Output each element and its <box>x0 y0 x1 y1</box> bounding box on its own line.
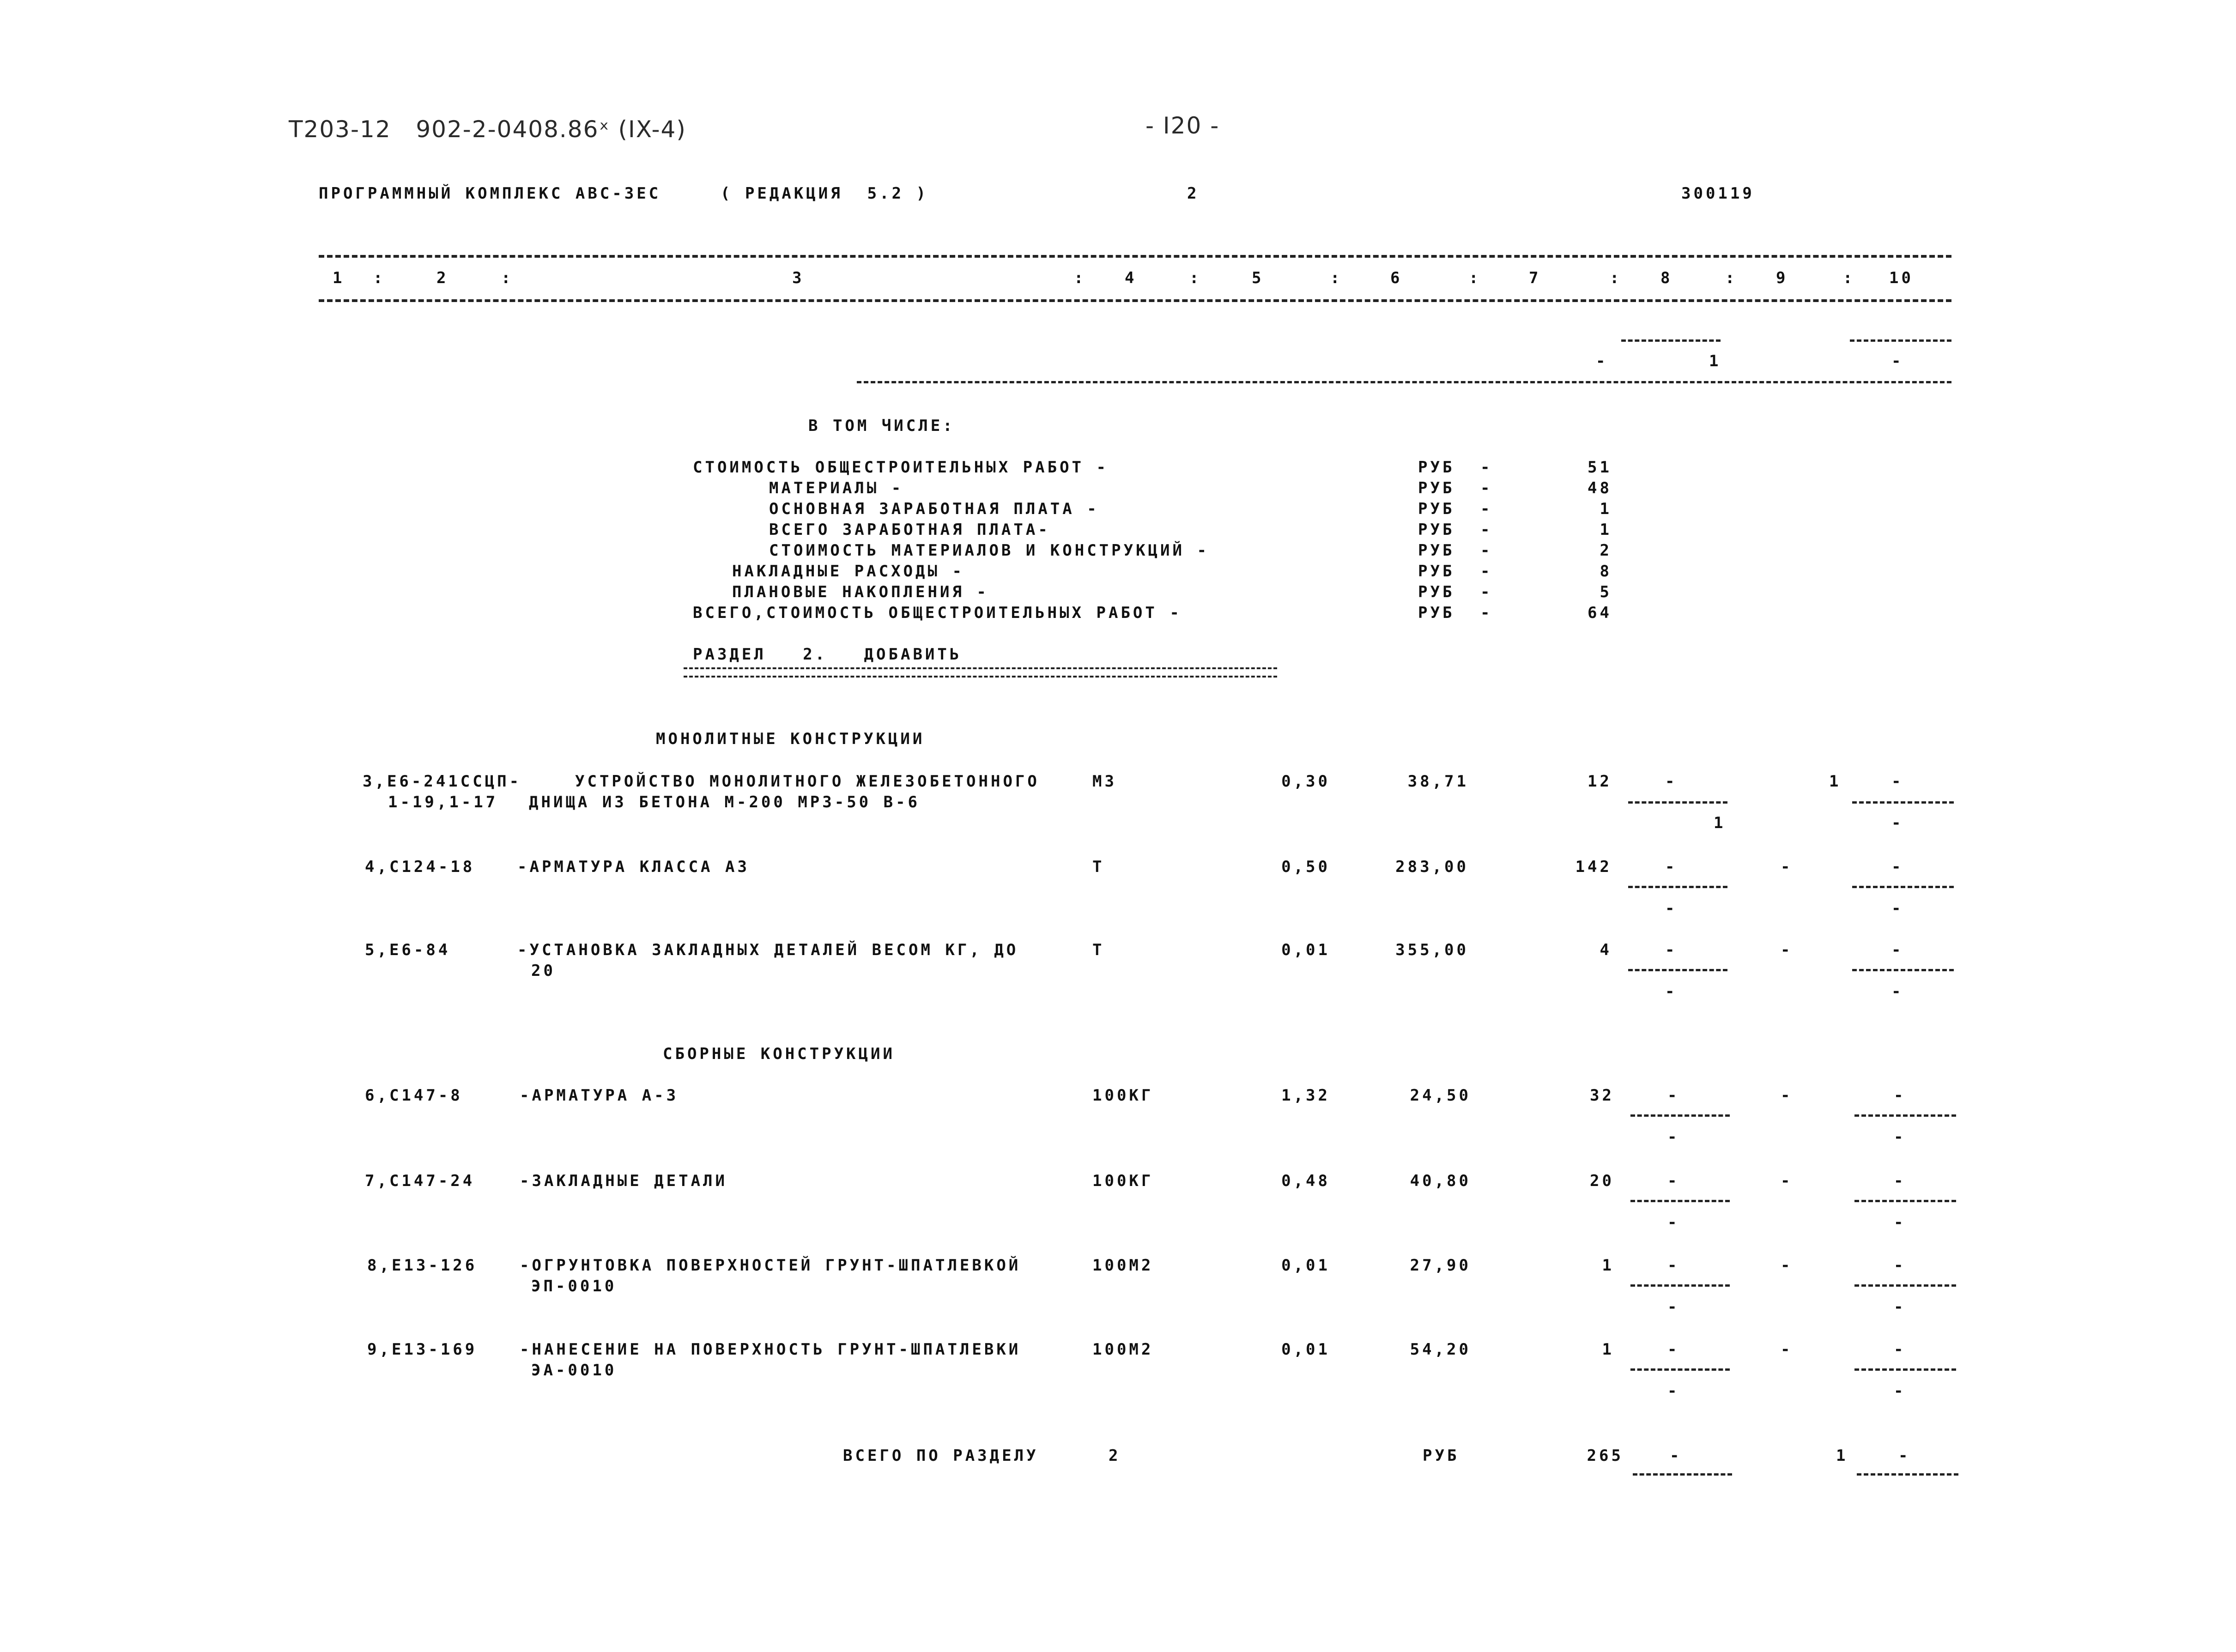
item-c8-bottom: - <box>1667 1298 1680 1316</box>
summary-unit: РУБ <box>1418 541 1455 560</box>
program-code: 300119 <box>1681 184 1755 203</box>
column-number: 7 <box>1529 269 1541 287</box>
item-description-cont: ДНИЩА ИЗ БЕТОНА М-200 МРЗ-50 В-6 <box>529 793 921 811</box>
column-number: 1 <box>333 269 345 287</box>
summary-label: ПЛАНОВЫЕ НАКОПЛЕНИЯ - <box>732 583 989 601</box>
item-c8-bottom: - <box>1667 1382 1680 1400</box>
summary-unit: РУБ <box>1418 583 1455 601</box>
item-total: 1 <box>1602 1256 1614 1275</box>
section-total-number: 2 <box>1109 1446 1121 1465</box>
program-edition: ( РЕДАКЦИЯ 5.2 ) <box>721 184 928 203</box>
carryover-rule-long <box>857 381 1951 383</box>
item-code: 7,С147-24 <box>365 1172 475 1190</box>
item-c8-bottom: - <box>1667 1213 1680 1232</box>
item-c9: - <box>1781 1086 1793 1105</box>
item-unit: 100КГ <box>1092 1086 1154 1105</box>
section-title: РАЗДЕЛ 2. ДОБАВИТЬ <box>693 645 962 664</box>
item-unit-price: 38,71 <box>1407 772 1469 791</box>
summary-value: 1 <box>1600 500 1612 518</box>
item-code: 6,С147-8 <box>365 1086 463 1105</box>
item-quantity: 1,32 <box>1281 1086 1330 1105</box>
item-unit: Т <box>1092 941 1105 959</box>
carryover-c8-top: - <box>1596 352 1608 370</box>
item-unit: 100М2 <box>1092 1340 1154 1359</box>
column-number: 10 <box>1889 269 1914 287</box>
column-number: 3 <box>792 269 805 287</box>
item-c10-top: - <box>1891 858 1904 876</box>
summary-value: 51 <box>1588 458 1612 477</box>
column-number: 5 <box>1252 269 1264 287</box>
item-quantity: 0,01 <box>1281 1256 1330 1275</box>
item-c10-bottom: - <box>1894 1382 1906 1400</box>
item-total: 32 <box>1590 1086 1614 1105</box>
column-number: 2 <box>436 269 449 287</box>
item-description-cont: ЭА-0010 <box>531 1361 617 1380</box>
item-c9: 1 <box>1829 772 1842 791</box>
column-number: 6 <box>1390 269 1403 287</box>
section-total-value: 265 <box>1587 1446 1624 1465</box>
item-code: 9,Е13-169 <box>367 1340 478 1359</box>
item-c10-top: - <box>1891 772 1904 791</box>
item-unit-price: 355,00 <box>1395 941 1469 959</box>
item-c8-top: - <box>1665 858 1678 876</box>
summary-label: СТОИМОСТЬ ОБЩЕСТРОИТЕЛЬНЫХ РАБОТ - <box>693 458 1109 477</box>
item-c10-bottom: - <box>1891 982 1904 1001</box>
item-c10-top: - <box>1891 941 1904 959</box>
item-total: 1 <box>1602 1340 1614 1359</box>
item-unit: Т <box>1092 858 1105 876</box>
item-c10-top: - <box>1894 1172 1906 1190</box>
item-c8-top: - <box>1667 1340 1680 1359</box>
summary-label: СТОИМОСТЬ МАТЕРИАЛОВ И КОНСТРУКЦИЙ - <box>769 541 1209 560</box>
column-number: 8 <box>1660 269 1673 287</box>
program-title: ПРОГРАММНЫЙ КОМПЛЕКС АВС-3ЕС <box>319 184 661 203</box>
item-description: -ОГРУНТОВКА ПОВЕРХНОСТЕЙ ГРУНТ-ШПАТЛЕВКОЙ <box>520 1256 1021 1275</box>
summary-value: 48 <box>1588 479 1612 497</box>
summary-value: 1 <box>1600 520 1612 539</box>
item-code: 3,Е6-241ССЦП- <box>363 772 522 791</box>
summary-value: 5 <box>1600 583 1612 601</box>
item-c10-bottom: - <box>1891 899 1904 918</box>
section-double-rule <box>684 667 1277 678</box>
summary-label: ВСЕГО ЗАРАБОТНАЯ ПЛАТА- <box>769 520 1050 539</box>
item-c8-bottom: 1 <box>1714 814 1726 832</box>
item-description: -НАНЕСЕНИЕ НА ПОВЕРХНОСТЬ ГРУНТ-ШПАТЛЕВКИ <box>520 1340 1021 1359</box>
summary-value: 64 <box>1588 604 1612 622</box>
document-code: Т203-12 902-2-0408.86ˣ (IX-4) <box>289 116 686 143</box>
summary-unit: РУБ <box>1418 520 1455 539</box>
column-separator: : <box>1610 269 1622 287</box>
section-total-unit: РУБ <box>1423 1446 1460 1465</box>
item-quantity: 0,01 <box>1281 1340 1330 1359</box>
column-separator: : <box>1074 269 1086 287</box>
item-unit-price: 283,00 <box>1395 858 1469 876</box>
summary-unit: РУБ <box>1418 458 1455 477</box>
item-code: 4,С124-18 <box>365 858 475 876</box>
item-unit-price: 24,50 <box>1410 1086 1471 1105</box>
item-c10-bottom: - <box>1894 1128 1906 1146</box>
section-total-label: ВСЕГО ПО РАЗДЕЛУ <box>843 1446 1039 1465</box>
item-total: 20 <box>1590 1172 1614 1190</box>
section-total-c8: - <box>1670 1446 1682 1465</box>
item-quantity: 0,01 <box>1281 941 1330 959</box>
item-c8-top: - <box>1667 1086 1680 1105</box>
column-separator: : <box>373 269 386 287</box>
summary-label: ВСЕГО,СТОИМОСТЬ ОБЩЕСТРОИТЕЛЬНЫХ РАБОТ - <box>693 604 1182 622</box>
header-rule-bottom <box>319 299 1951 302</box>
item-unit: М3 <box>1092 772 1117 791</box>
item-c10-top: - <box>1894 1340 1906 1359</box>
sheet-number: 2 <box>1187 184 1200 203</box>
item-unit: 100М2 <box>1092 1256 1154 1275</box>
column-separator: : <box>1330 269 1343 287</box>
summary-label: ОСНОВНАЯ ЗАРАБОТНАЯ ПЛАТА - <box>769 500 1099 518</box>
group-heading-monolithic: МОНОЛИТНЫЕ КОНСТРУКЦИИ <box>656 730 925 748</box>
item-description-cont: 20 <box>531 962 556 980</box>
carryover-c8-bottom: 1 <box>1709 352 1721 370</box>
item-unit: 100КГ <box>1092 1172 1154 1190</box>
item-c9: - <box>1781 858 1793 876</box>
item-c10-top: - <box>1894 1256 1906 1275</box>
column-separator: : <box>1843 269 1855 287</box>
item-code-cont: 1-19,1-17 <box>388 793 498 811</box>
item-description: -ЗАКЛАДНЫЕ ДЕТАЛИ <box>520 1172 727 1190</box>
column-separator: : <box>1725 269 1738 287</box>
summary-heading: В ТОМ ЧИСЛЕ: <box>808 417 955 435</box>
item-unit-price: 40,80 <box>1410 1172 1471 1190</box>
item-unit-price: 27,90 <box>1410 1256 1471 1275</box>
item-c8-top: - <box>1667 1256 1680 1275</box>
item-c9: - <box>1781 941 1793 959</box>
item-c10-bottom: - <box>1891 814 1904 832</box>
carryover-c10: - <box>1891 352 1904 370</box>
item-c10-bottom: - <box>1894 1298 1906 1316</box>
item-description: -УСТАНОВКА ЗАКЛАДНЫХ ДЕТАЛЕЙ ВЕСОМ КГ, ДО <box>517 941 1019 959</box>
item-description: УСТРОЙСТВО МОНОЛИТНОГО ЖЕЛЕЗОБЕТОННОГО <box>575 772 1040 791</box>
item-total: 142 <box>1575 858 1612 876</box>
item-c8-bottom: - <box>1667 1128 1680 1146</box>
item-description-cont: ЭП-0010 <box>531 1277 617 1295</box>
item-quantity: 0,30 <box>1281 772 1330 791</box>
item-unit-price: 54,20 <box>1410 1340 1471 1359</box>
column-separator: : <box>1189 269 1202 287</box>
item-quantity: 0,50 <box>1281 858 1330 876</box>
item-c9: - <box>1781 1340 1793 1359</box>
page-number: - I20 - <box>1145 112 1220 139</box>
item-c8-top: - <box>1665 772 1678 791</box>
item-quantity: 0,48 <box>1281 1172 1330 1190</box>
section-total-c10: - <box>1898 1446 1911 1465</box>
summary-label: НАКЛАДНЫЕ РАСХОДЫ - <box>732 562 964 581</box>
item-c8-top: - <box>1665 941 1678 959</box>
column-separator: : <box>501 269 514 287</box>
carryover-rule-c8 <box>1621 339 1721 342</box>
item-description: -АРМАТУРА КЛАССА А3 <box>517 858 750 876</box>
item-total: 4 <box>1600 941 1612 959</box>
summary-value: 8 <box>1600 562 1612 581</box>
summary-unit: РУБ <box>1418 604 1455 622</box>
header-rule-top <box>319 255 1951 258</box>
group-heading-prefab: СБОРНЫЕ КОНСТРУКЦИИ <box>663 1045 895 1063</box>
item-c10-bottom: - <box>1894 1213 1906 1232</box>
column-number: 4 <box>1125 269 1137 287</box>
item-c8-bottom: - <box>1665 899 1678 918</box>
column-separator: : <box>1469 269 1481 287</box>
item-c9: - <box>1781 1256 1793 1275</box>
item-description: -АРМАТУРА А-3 <box>520 1086 679 1105</box>
item-c8-bottom: - <box>1665 982 1678 1001</box>
summary-unit: РУБ <box>1418 562 1455 581</box>
summary-unit: РУБ <box>1418 500 1455 518</box>
summary-unit: РУБ <box>1418 479 1455 497</box>
section-total-c9: 1 <box>1836 1446 1848 1465</box>
item-c9: - <box>1781 1172 1793 1190</box>
item-code: 8,Е13-126 <box>367 1256 478 1275</box>
item-total: 12 <box>1588 772 1612 791</box>
carryover-rule-c10 <box>1850 339 1951 342</box>
summary-value: 2 <box>1600 541 1612 560</box>
item-c10-top: - <box>1894 1086 1906 1105</box>
column-number: 9 <box>1776 269 1788 287</box>
summary-label: МАТЕРИАЛЫ - <box>769 479 904 497</box>
item-code: 5,Е6-84 <box>365 941 451 959</box>
item-c8-top: - <box>1667 1172 1680 1190</box>
